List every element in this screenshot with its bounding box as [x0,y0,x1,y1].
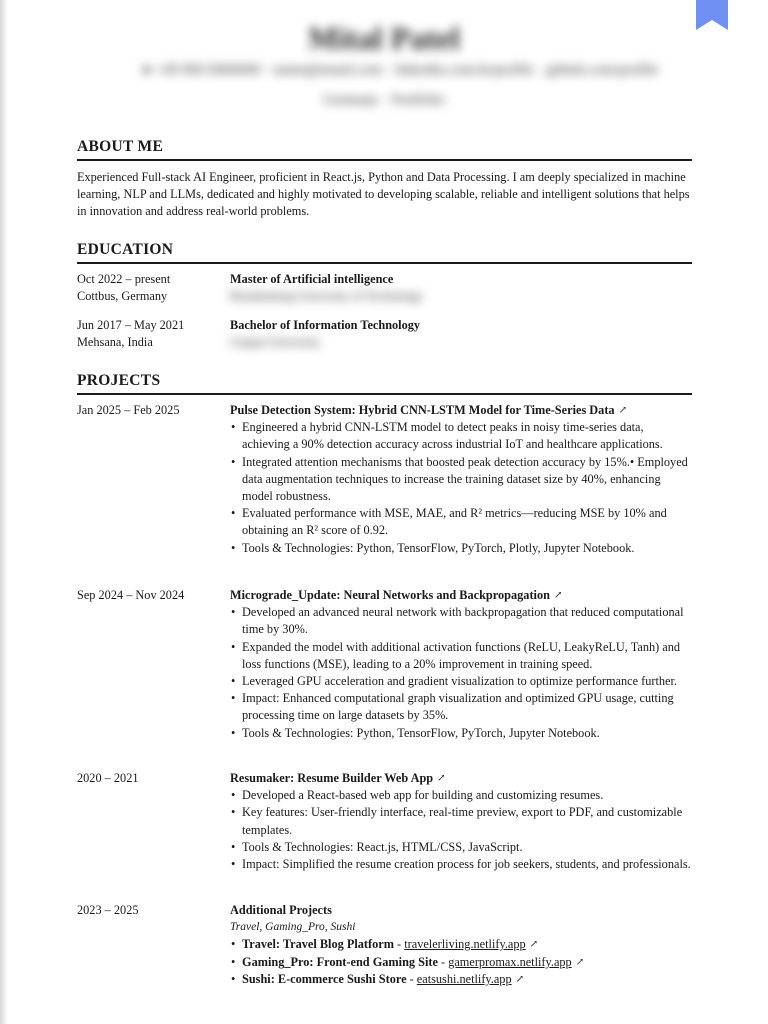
external-link-icon[interactable]: ↗ [437,773,446,784]
project-bullets [230,787,692,873]
projects-heading: PROJECTS [77,372,161,389]
bullet-item: • Tools & Technologies: Python, TensorFlow, PyTorch, Jupyter Notebook. [230,725,692,742]
external-link-icon[interactable]: ↗ [553,590,563,601]
project-date: Sep 2024 – Nov 2024 [77,588,185,602]
project-title[interactable]: Resumaker: Resume Builder Web App [230,771,434,785]
education-section [77,241,692,264]
education-date: Oct 2022 – present [77,272,171,286]
bullet-item: • Integrated attention mechanisms that boosted peak detection accuracy by 15%.• Employed data augmentation techniques to increase the training dataset size by 40%, enhancing model robustness. [230,454,692,506]
about-heading: ABOUT ME [77,138,164,155]
bullet-item: • Key features: User-friendly interface, real-time preview, export to PDF, and customizable templates. [230,804,692,838]
bullet-item: • Evaluated performance with MSE, MAE, and R² metrics—reducing MSE by 10% and obtaining an R² score of 0.92. [230,505,692,539]
external-link-icon[interactable]: ↗ [575,956,585,968]
link-label: Gaming_Pro: Front-end Gaming Site [242,954,438,969]
education-school: Brandenburg University of Technology [230,289,424,304]
bullet-item: • Impact: Simplified the resume creation process for job seekers, students, and professionals. [230,856,692,873]
education-school: Ganpat University [230,335,321,350]
section-divider [77,393,692,395]
bullet-item: • Tools & Technologies: React.js, HTML/CSS, JavaScript. [230,839,692,856]
page-edge-shadow [0,0,8,1024]
bullet-item: • Tools & Technologies: Python, TensorFlow, PyTorch, Plotly, Jupyter Notebook. [230,540,692,557]
bullet-item: • Engineered a hybrid CNN-LSTM model to detect peaks in noisy time-series data, achieving a 90% detection accuracy across industrial IoT and healthcare applications. [230,419,692,453]
bullet-item: • Expanded the model with additional activation functions (ReLU, LeakyReLU, Tanh) and loss functions (MSE), leading to a 20% improvement in training speed. [230,639,692,673]
project-url[interactable]: eatsushi.netlify.app [416,971,512,986]
contact-line-2: Germany · Portfolio [323,92,445,108]
project-title: Additional Projects [230,903,332,917]
project-date: Jan 2025 – Feb 2025 [77,403,180,417]
link-label: Sushi: E-commerce Sushi Store [242,971,407,986]
project-url[interactable]: gamerpromax.netlify.app [448,954,572,969]
link-item [230,971,692,988]
project-links [230,936,692,988]
about-section [77,138,692,221]
contact-line-1: ● +49 000 0000000 · name@email.com · linkedin.com/in/profile · github.com/profile [141,62,659,78]
bullet-item: • Developed a React-based web app for building and customizing resumes. [230,787,692,804]
bullet-item: • Impact: Enhanced computational graph visualization and optimized GPU usage, cutting processing time on large datasets by 35%. [230,690,692,724]
education-date: Jun 2017 – May 2021 [77,318,185,332]
project-title[interactable]: Micrograde_Update: Neural Networks and Backpropagation [230,588,550,602]
about-text: Experienced Full-stack AI Engineer, proficient in React.js, Python and Data Processing. I am deeply specialized in machine learning, NLP and LLMs, dedicated and highly motivated to developing scalable, reliable and intelligent solutions that helps in innovation and address real-world problems. [77,170,690,219]
education-degree: Master of Artificial intelligence [230,272,394,286]
project-title[interactable]: Pulse Detection System: Hybrid CNN-LSTM Model for Time-Series Data [230,403,615,417]
project-url[interactable]: travelerliving.netlify.app [404,937,526,952]
education-location: Cottbus, Germany [77,289,168,304]
link-separator: - [393,937,405,952]
bullet-item: • Leveraged GPU acceleration and gradient visualization to optimize performance further. [230,673,692,690]
link-separator: - [437,954,449,969]
projects-section [77,372,692,395]
education-location: Mehsana, India [77,335,153,350]
link-separator: - [406,971,417,986]
external-link-icon[interactable]: ↗ [529,939,539,951]
link-item [230,954,692,971]
bullet-item: • Developed an advanced neural network with backpropagation that reduced computational time by 30%. [230,604,692,638]
education-heading: EDUCATION [77,241,174,258]
link-label: Travel: Travel Blog Platform [242,937,394,952]
project-date: 2020 – 2021 [77,771,139,785]
project-subtitle: Travel, Gaming_Pro, Sushi [230,921,356,934]
project-bullets [230,604,692,742]
link-item [230,936,692,953]
external-link-icon[interactable]: ↗ [515,973,524,985]
education-degree: Bachelor of Information Technology [230,318,421,332]
section-divider [77,262,692,264]
project-bullets [230,419,692,557]
section-divider [77,159,692,161]
candidate-name: Mital Patel [308,20,460,56]
external-link-icon[interactable]: ↗ [618,405,627,416]
project-date: 2023 – 2025 [77,903,139,917]
